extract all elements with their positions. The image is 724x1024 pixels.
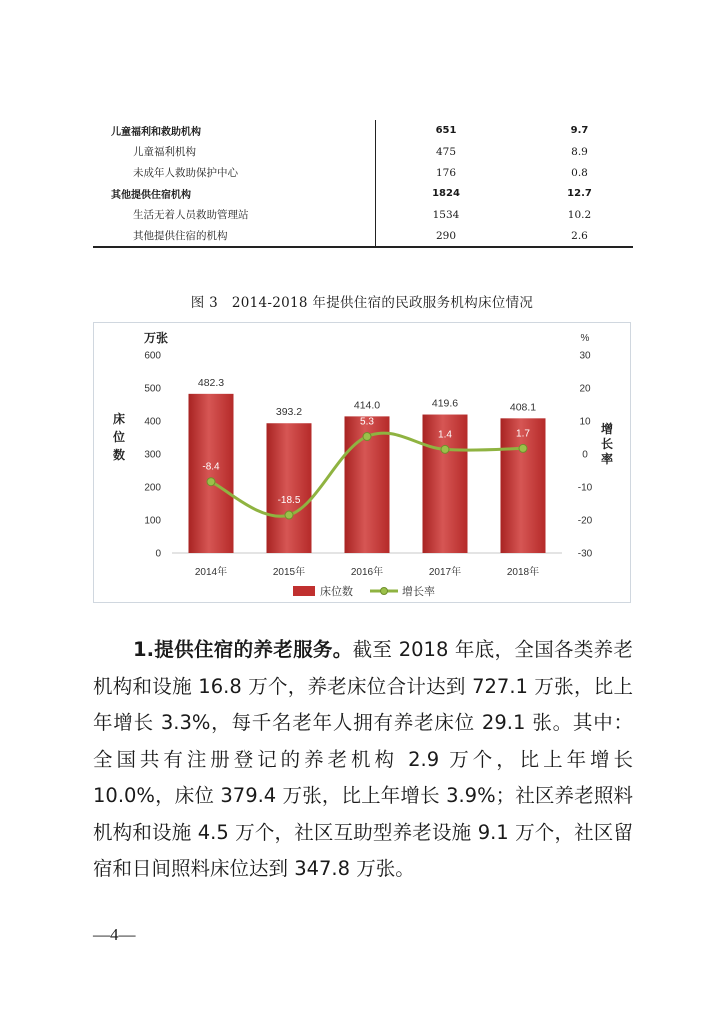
row-name: 其他提供住宿机构 xyxy=(111,190,191,201)
growth-marker xyxy=(207,478,215,486)
y-left-tick: 100 xyxy=(144,515,161,527)
row-value-count: 651 xyxy=(376,120,517,141)
legend-bar-swatch xyxy=(293,586,315,596)
row-value-count: 1824 xyxy=(376,183,517,204)
y-right-tick: 10 xyxy=(579,416,591,428)
row-name: 其他提供住宿的机构 xyxy=(93,225,376,247)
y-left-tick: 0 xyxy=(155,548,161,560)
y-left-tick: 300 xyxy=(144,449,161,461)
bar-value-label: 419.6 xyxy=(431,397,459,410)
bed-chart xyxy=(93,322,631,603)
y-right-tick: 0 xyxy=(582,449,588,461)
body-paragraph xyxy=(93,632,633,888)
table-row xyxy=(93,162,633,183)
bar xyxy=(189,394,234,553)
y-right-title-char: 率 xyxy=(600,452,614,466)
x-tick-label: 2014年 xyxy=(194,567,228,578)
y-right-tick: -20 xyxy=(577,515,593,527)
paragraph-text: 截至 2018 年底，全国各类养老机构和设施 16.8 万个，养老床位合计达到 727.1 万张，比上年增长 3.3%，每千名老年人拥有养老床位 29.1 张。其中：全国共有注册登记的养老机构 2.9 万个，比上年增长 10.0%，床位 379.4 万张，比上年增长 3.9%；社区养老照料机构和设施 4.5 万个，社区互助型养老设施 9.1 万个，社区留宿和日间照料床位达到 347.8 万张。 xyxy=(93,638,633,880)
growth-marker xyxy=(285,511,293,519)
growth-label: 1.4 xyxy=(438,429,452,441)
y-left-title-char: 位 xyxy=(112,430,126,444)
y-left-title-char: 床 xyxy=(112,412,126,426)
institutions-table xyxy=(93,120,633,248)
page-number: —4— xyxy=(93,925,136,944)
table-row xyxy=(93,225,633,247)
legend-line-label: 增长率 xyxy=(402,585,435,598)
bar-value-label: 482.3 xyxy=(197,376,225,389)
row-name: 未成年人救助保护中心 xyxy=(133,167,238,179)
table-row xyxy=(93,141,633,162)
row-value-beds: 9.7 xyxy=(570,125,589,136)
y-right-unit: % xyxy=(580,333,590,344)
x-tick-label: 2017年 xyxy=(428,567,462,578)
table-body xyxy=(93,120,633,248)
row-name: 生活无着人员救助管理站 xyxy=(133,209,249,221)
legend-bar-label: 床位数 xyxy=(320,585,353,598)
table-row xyxy=(93,183,633,204)
row-value-count: 1534 xyxy=(376,204,517,225)
x-tick-label: 2015年 xyxy=(272,567,306,578)
y-right-title-char: 长 xyxy=(600,437,614,451)
paragraph-lead: 1.提供住宿的养老服务。 xyxy=(133,638,353,661)
bar-value-label: 408.1 xyxy=(509,401,537,414)
y-left-tick: 200 xyxy=(144,482,161,494)
y-right-tick: 30 xyxy=(579,350,591,362)
table-row xyxy=(93,120,633,141)
row-value-beds: 2.6 xyxy=(516,225,633,247)
growth-label: -8.4 xyxy=(202,461,220,473)
y-right-title-char: 增 xyxy=(600,422,614,436)
y-right-tick: -10 xyxy=(577,482,593,494)
y-left-title-char: 数 xyxy=(112,448,126,462)
row-name: 儿童福利和救助机构 xyxy=(111,127,201,138)
row-value-beds: 12.7 xyxy=(567,188,592,199)
figure-caption: 图 3 2014-2018 年提供住宿的民政服务机构床位情况 xyxy=(190,295,534,311)
row-value-count: 475 xyxy=(376,141,517,162)
bar-value-label: 393.2 xyxy=(275,406,303,419)
row-value-beds: 8.9 xyxy=(571,145,588,158)
y-left-unit: 万张 xyxy=(143,331,169,345)
legend-line-marker xyxy=(381,588,388,595)
bar xyxy=(267,423,312,553)
table-row xyxy=(93,204,633,225)
y-right-tick: -30 xyxy=(577,548,593,560)
y-left-tick: 600 xyxy=(144,350,161,362)
chart-svg xyxy=(94,323,632,604)
y-left-tick: 400 xyxy=(144,416,161,428)
growth-label: -18.5 xyxy=(277,495,301,507)
row-name: 儿童福利机构 xyxy=(133,146,196,158)
row-value-beds: 0.8 xyxy=(571,166,588,179)
growth-label: 5.3 xyxy=(360,416,374,428)
x-tick-label: 2018年 xyxy=(506,567,540,578)
x-tick-label: 2016年 xyxy=(350,567,384,578)
y-right-tick: 20 xyxy=(579,383,591,395)
growth-marker xyxy=(441,445,449,453)
row-value-beds: 10.2 xyxy=(567,208,592,221)
row-value-count: 176 xyxy=(376,162,517,183)
growth-marker xyxy=(363,433,371,441)
growth-marker xyxy=(519,444,527,452)
growth-label: 1.7 xyxy=(516,428,530,440)
y-left-tick: 500 xyxy=(144,383,161,395)
row-value-count: 290 xyxy=(376,225,517,247)
bar-value-label: 414.0 xyxy=(353,399,381,412)
